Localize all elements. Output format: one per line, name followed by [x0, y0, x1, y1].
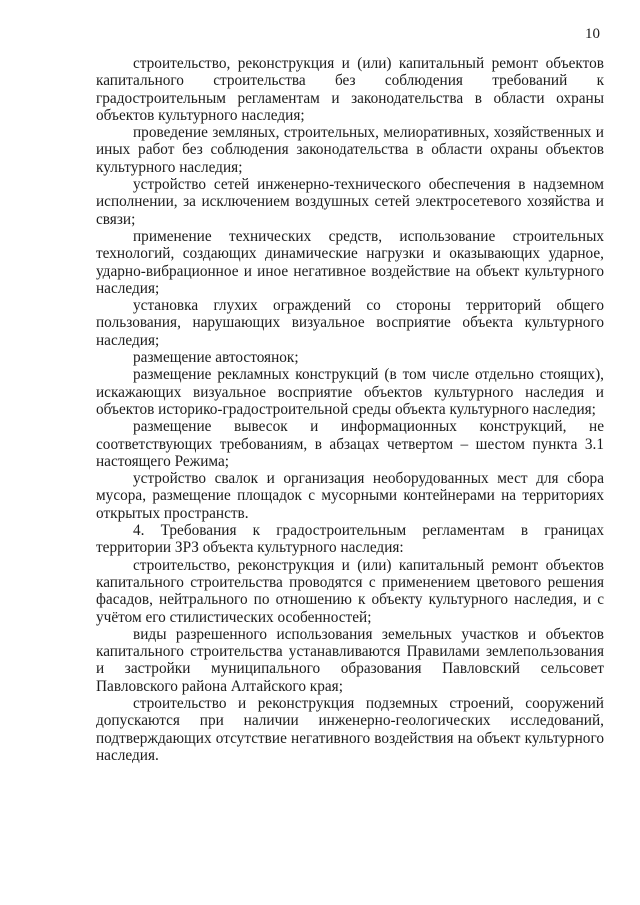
paragraph-signs: размещение вывесок и информационных конструкций, не соответствующих требованиям, в абзацах четвертом – шестом пункта 3.1 настоящего Режима; — [96, 418, 604, 470]
paragraph-advertising: размещение рекламных конструкций (в том числе отдельно стоящих), искажающих визуальное восприятие объектов культурного наследия и объектов историко-градостроительной среды объекта культурного наследия; — [96, 366, 604, 418]
paragraph-facade-colors: строительство, реконструкция и (или) капитальный ремонт объектов капитального строительства проводятся с применением цветового решения фасадов, нейтрального по отношению к объекту культурного наследия, и с учётом его стилистических особенностей; — [96, 556, 604, 626]
paragraph-unauthorized-construction: строительство, реконструкция и (или) капитальный ремонт объектов капитального строительства без соблюдения требований к градостроительным регламентам и законодательства в области охраны объектов культурного наследия; — [96, 55, 604, 124]
paragraph-section-4-heading: 4. Требования к градостроительным регламентам в границах территории ЗРЗ объекта культурного наследия: — [96, 522, 604, 557]
paragraph-earthworks: проведение земляных, строительных, мелиоративных, хозяйственных и иных работ без соблюдения законодательства в области охраны объектов культурного наследия; — [96, 124, 604, 176]
paragraph-solid-fences: установка глухих ограждений со стороны территорий общего пользования, нарушающих визуальное восприятие объекта культурного наследия; — [96, 297, 604, 349]
paragraph-land-use: виды разрешенного использования земельных участков и объектов капитального строительства устанавливаются Правилами землепользования и застройки муниципального образования Павловский сельсовет Павловского района Алтайского края; — [96, 625, 604, 695]
paragraph-waste: устройство свалок и организация необорудованных мест для сбора мусора, размещение площадок с мусорными контейнерами на территориях открытых пространств. — [96, 470, 604, 522]
paragraph-overground-utilities: устройство сетей инженерно-технического обеспечения в надземном исполнении, за исключением воздушных сетей электросетевого хозяйства и связи; — [96, 176, 604, 228]
paragraph-technical-means: применение технических средств, использование строительных технологий, создающих динамические нагрузки и оказывающих ударное, ударно-вибрационное и иное негативное воздействие на объект культурного наследия; — [96, 227, 604, 297]
body-text — [96, 55, 604, 764]
paragraph-underground: строительство и реконструкция подземных строений, сооружений допускаются при наличии инженерно-геологических исследований, подтверждающих отсутствие негативного воздействия на объект культурного наследия. — [96, 694, 604, 764]
page-number: 10 — [585, 26, 600, 42]
paragraph-parking: размещение автостоянок; — [133, 349, 299, 367]
